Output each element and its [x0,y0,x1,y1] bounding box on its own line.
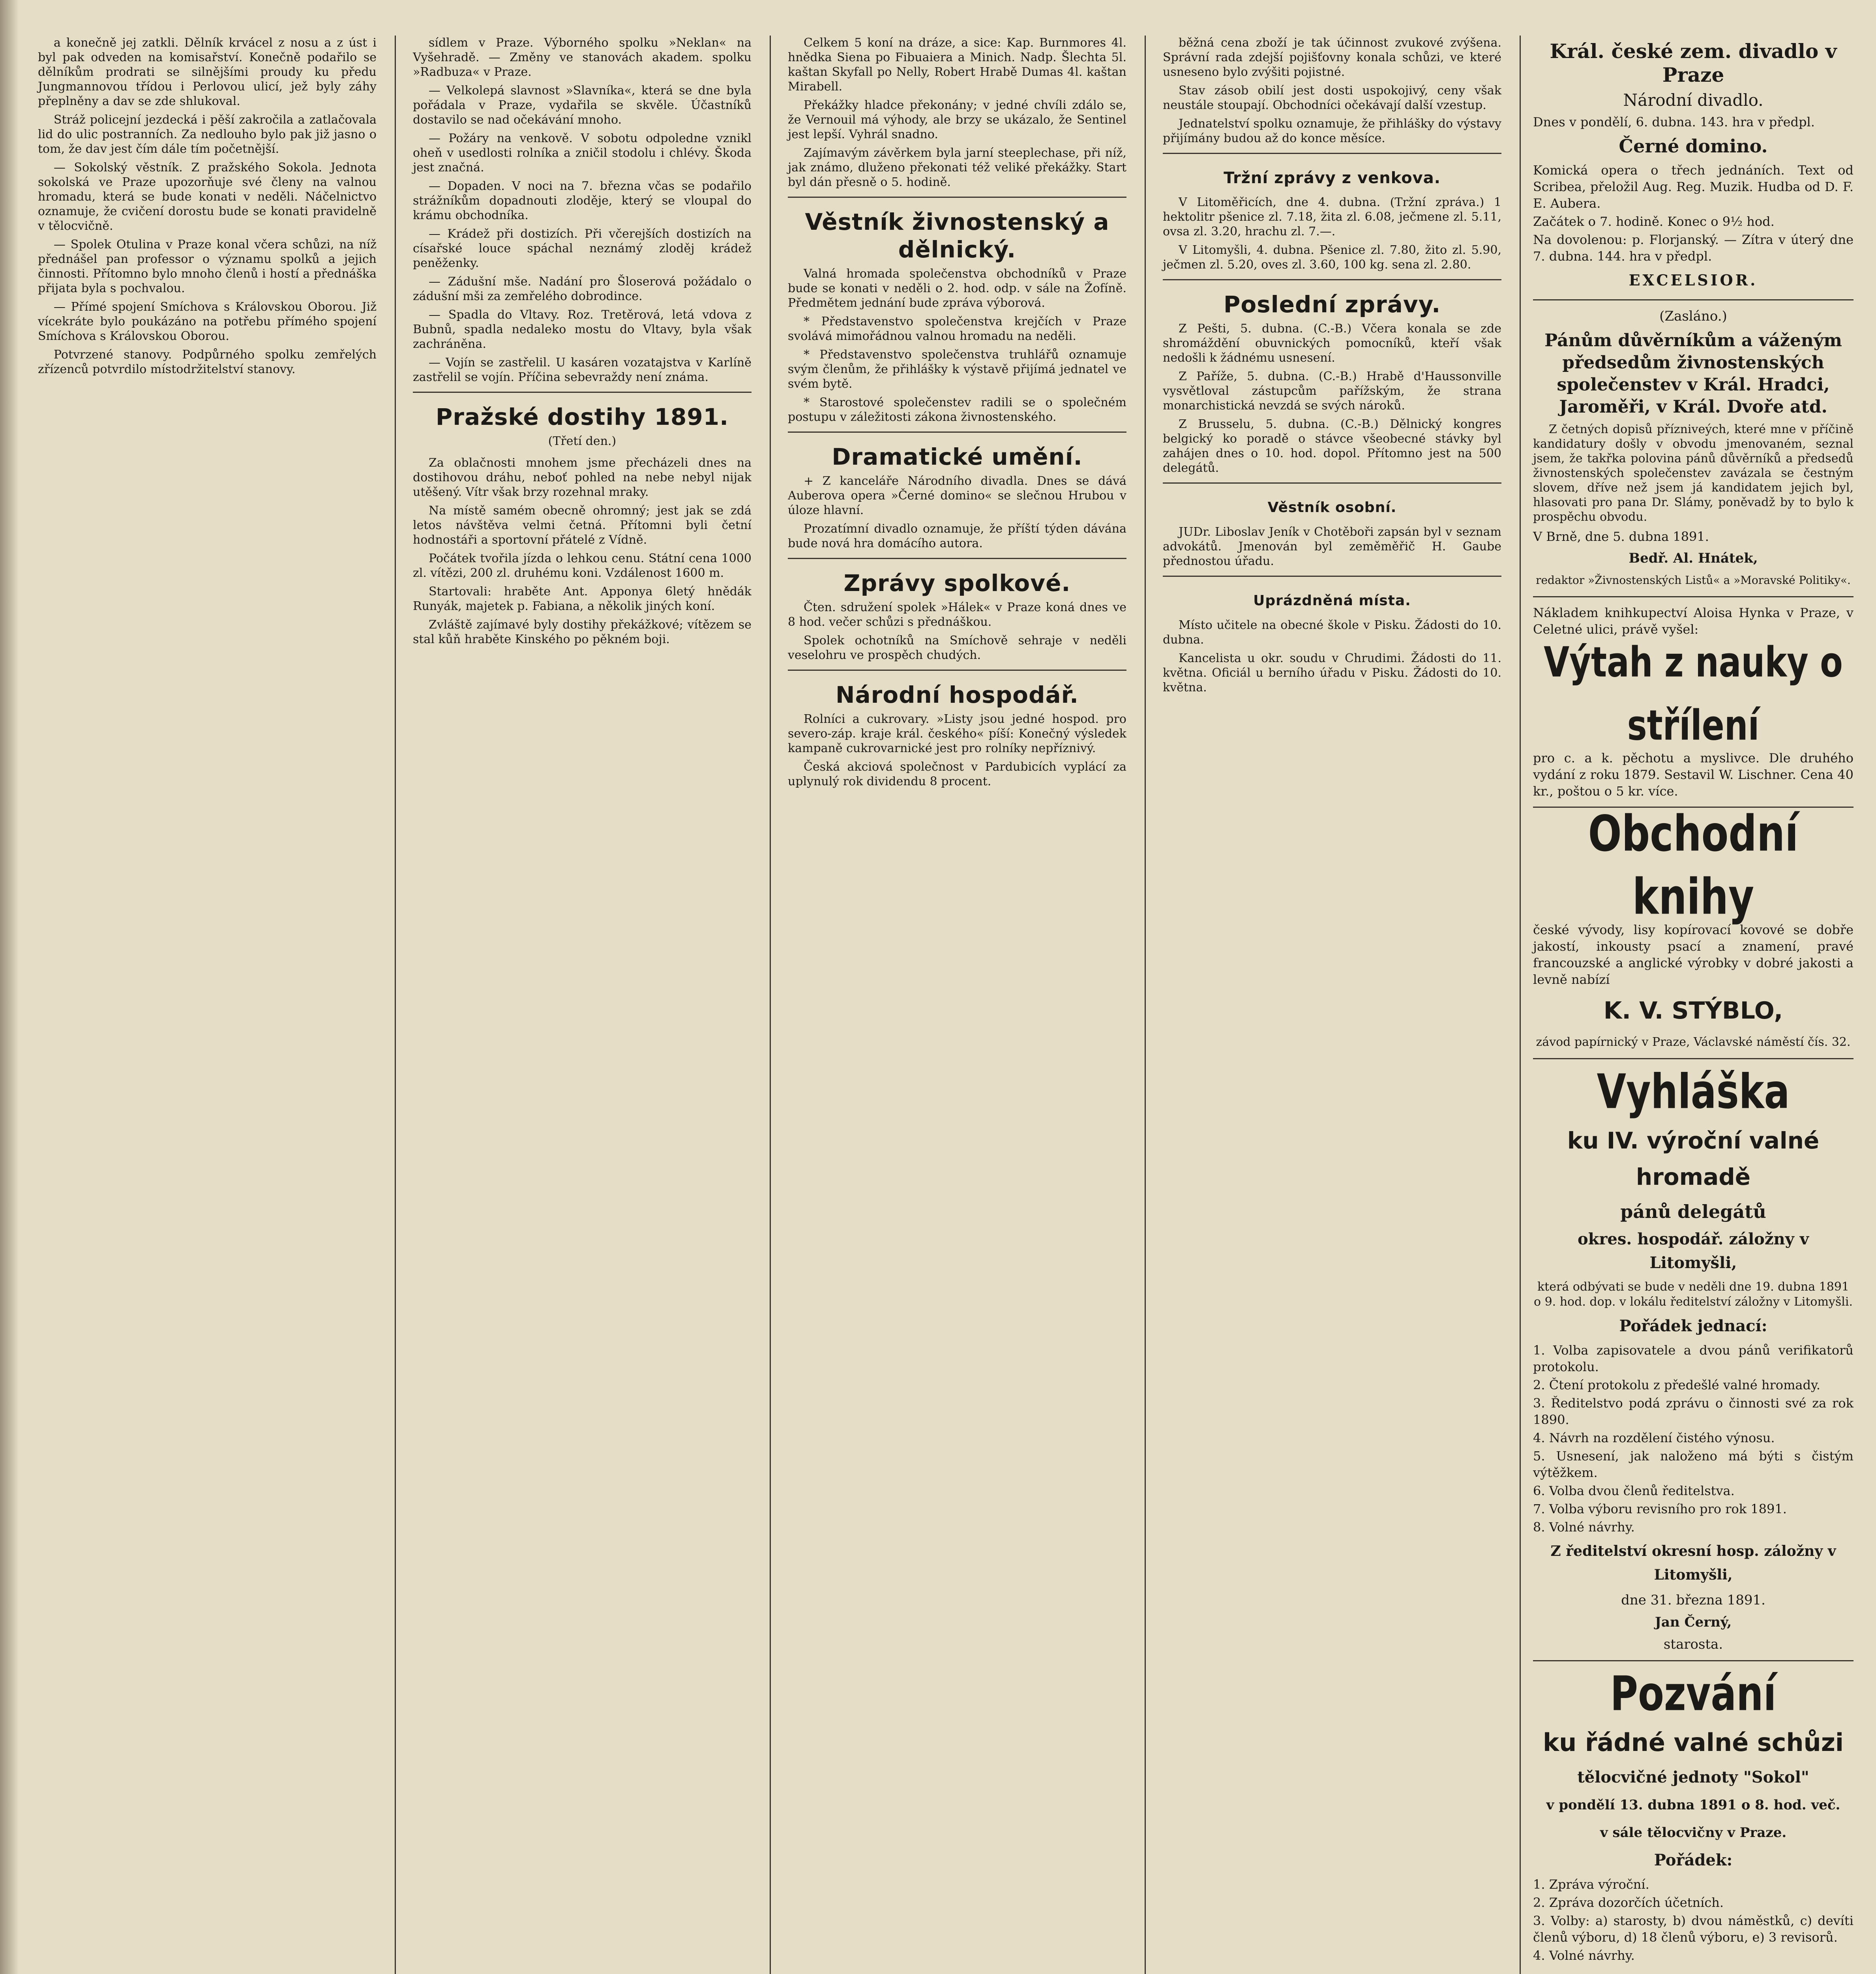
shop-description: české vývody, lisy kopírovací kovové se dobře jakostí, inkousty psací a znamení, pravé francouzské a anglické výrobky v dobré jakosti a levně nabízí [1533,922,1854,987]
agenda-item: 2. Čtení protokolu z předešlé valné hromady. [1533,1377,1820,1392]
shop-title: Obchodní knihy [1588,805,1799,926]
article-paragraph: Celkem 5 koní na dráze, a sice: Kap. Burnmores 4l. hnědka Siena po Fibuaiera a Minich. Nadp. Šlechta 5l. kaštan Skyfall po Nelly, Robert Hrabě Dumas 4l. kaštan Mirabell. [788,36,1126,94]
article-paragraph: — Spadla do Vltavy. Roz. Tretěrová, letá vdova z Bubnů, spadla nedaleko mostu do Vltavy, byla však zachráněna. [413,308,752,351]
agenda-item: 6. Volba dvou členů ředitelstva. [1533,1483,1735,1498]
agenda-item: 7. Volba výboru revisního pro rok 1891. [1533,1501,1787,1516]
shop-address: závod papírnický v Praze, Václavské náměstí čís. 32. [1536,1035,1851,1049]
theatre-date: Dnes v pondělí, 6. dubna. 143. hra v předpl. [1533,114,1815,129]
invitation-item: 2. Zpráva dozorčích účetních. [1533,1895,1724,1910]
announcement-date: dne 31. března 1891. [1621,1592,1765,1608]
article-paragraph: — Krádež při dostizích. Při včerejších dostizích na císařské louce spáchal neznámý zloděj krádež peněženky. [413,227,752,270]
article-paragraph: Z Paříže, 5. dubna. (C.-B.) Hrabě d'Haussonville vysvětloval zástupcům pařížským, že strana monarchistická nevzdá se svých nároků. [1163,370,1501,413]
announcement-sub: pánů delegátů [1620,1201,1766,1222]
article-paragraph: + Z kanceláře Národního divadla. Dnes se dává Auberova opera »Černé domino« se slečnou Hrubou v úloze hlavní. [788,474,1126,517]
page-edge-shadow [0,0,19,1974]
article-paragraph: — Vojín se zastřelil. U kasáren vozatajstva v Karlíně zastřelil se vojín. Příčina sebevraždy není známa. [413,356,752,384]
article-paragraph: Zvláště zajímavé byly dostihy překážkové; vítězem se stal kůň hraběte Kinského po pěkném boji. [413,618,752,646]
article-paragraph: — Zádušní mše. Nadání pro Šloserová požádalo o zádušní mši za zemřelého dobrodince. [413,275,752,303]
agenda-item: 3. Ředitelstvo podá zprávu o činnosti své za rok 1890. [1533,1396,1854,1427]
section-heading-market: Tržní zprávy z venkova. [1224,169,1441,187]
section-rule [1163,482,1501,484]
announcement-from: Z ředitelství okresní hosp. záložny v Litomyšli, [1550,1543,1836,1583]
column-2 [399,36,766,1974]
column-divider [1145,36,1146,1974]
announcement-signer: Jan Černý, [1655,1614,1732,1630]
notice-signature-date: V Brně, dne 5. dubna 1891. [1533,529,1709,544]
article-paragraph: * Představenstvo společenstva truhlářů oznamuje svým členům, že přihlášky k výstavě přijímá jednatel ve svém bytě. [788,348,1126,391]
column-1 [24,36,391,1974]
article-paragraph: — Spolek Otulina v Praze konal včera schůzi, na níž přednášel pan professor o významu spolků a jejich činnosti. Přítomno bylo mnoho členů i hostí a přednáška přijata byla s pochvalou. [38,238,377,295]
article-paragraph: * Představenstvo společenstva krejčích v Praze svolává mimořádnou valnou hromadu na neděli. [788,315,1126,343]
article-paragraph: Za oblačnosti mnohem jsme přecházeli dnes na dostihovou dráhu, neboť pohled na nebe nebyl nijak utěšený. Vítr však brzy rozehnal mraky. [413,456,752,499]
column-5-ads [1524,36,1863,1974]
publisher-notice: Nákladem knihkupectví Aloisa Hynka v Praze, v Celetné ulici, právě vyšel: [1533,605,1854,637]
article-paragraph: Čten. sdružení spolek »Hálek« v Praze koná dnes ve 8 hod. večer schůzi s přednáškou. [788,600,1126,629]
section-rule [1163,279,1501,280]
column-divider [770,36,771,1974]
invitation-item: 3. Volby: a) starosty, b) dvou náměstků, c) devíti členů výboru, d) 18 členů výboru, e) 3 revisorů. [1533,1913,1854,1945]
article-paragraph: Kancelista u okr. soudu v Chrudimi. Žádosti do 11. května. Oficiál u berního úřadu v Pisku. Žádosti do 10. května. [1163,651,1501,694]
section-rule [1163,576,1501,577]
invitation-heading: ku řádné valné schůzi [1542,1728,1844,1757]
section-subheading: (Třetí den.) [548,434,617,448]
article-paragraph: Startovali: hraběte Ant. Apponya 6letý hnědák Runyák, majetek p. Fabiana, a několik jiných koní. [413,585,752,613]
column-divider [395,36,396,1974]
article-paragraph: Počátek tvořila jízda o lehkou cenu. Státní cena 1000 zl. vítězi, 200 zl. druhému koni. Vzdálenost 1600 m. [413,552,752,580]
invitation-where: v sále tělocvičny v Praze. [1600,1825,1787,1841]
agenda-item: 4. Návrh na rozdělení čistého výnosu. [1533,1430,1775,1445]
agenda-title: Pořádek jednací: [1619,1317,1767,1335]
article-paragraph: Stav zásob obilí jest dosti uspokojivý, ceny však neustále stoupají. Obchodníci očekávají další vzestup. [1163,84,1501,112]
invitation-when: v pondělí 13. dubna 1891 o 8. hod. več. [1546,1797,1840,1813]
ad-rule [1533,1058,1854,1059]
ad-rule [1533,596,1854,597]
article-paragraph: Česká akciová společnost v Pardubicích vyplácí za uplynulý rok dividendu 8 procent. [788,760,1126,788]
announcement-heading: ku IV. výroční valné hromadě [1567,1127,1820,1190]
play-start: Začátek o 7. hodině. Konec o 9½ hod. [1533,214,1775,229]
section-rule [788,197,1126,198]
article-paragraph: běžná cena zboží je tak účinnost zvukové zvýšena. Správní rada zdejší pojišťovny konala schůzi, ve které usneseno bylo zvýšiti pojistné. [1163,36,1501,79]
agenda-item: 1. Volba zapisovatele a dvou pánů verifikatorů protokolu. [1533,1343,1854,1374]
article-paragraph: Spolek ochotníků na Smíchově sehraje v neděli veselohru ve prospěch chudých. [788,634,1126,662]
article-paragraph: Z Brusselu, 5. dubna. (C.-B.) Dělnický kongres belgický ko poradě o stávce všeobecné stávky byl zahájen dnes o 10. hod. dopol. Přítomno jest na 500 delegátů. [1163,417,1501,475]
column-4 [1149,36,1516,1974]
column-3 [774,36,1141,1974]
invitation-title: Pozvání [1610,1666,1777,1721]
notice-body: Z četných dopisů přízniveých, které mne v příčině kandidatury došly v obvodu jmenovaném, seznal jsem, že takřka polovina pánů důvěrníků a předsedů živnostenských společenstev zavázala se čestným slovem, dříve než jsem já kandidatem jejich byl, hlasovati pro pana Dr. Slámy, poněvadž by to bylo k prospěchu obvodu. [1533,422,1854,524]
article-paragraph: — Přímé spojení Smíchova s Královskou Oborou. Již vícekráte bylo poukázáno na potřebu přímého spojení Smíchova s Královskou Oborou. [38,300,377,343]
agenda-item: 5. Usnesení, jak naloženo má býti s čistým výtěžkem. [1533,1449,1854,1480]
article-paragraph: Potvrzené stanovy. Podpůrného spolku zemřelých zřízenců potvrdilo místodržitelství stanovy. [38,348,377,376]
article-paragraph: * Starostové společenstev radili se o společném postupu v záležitosti zákona živnostenského. [788,396,1126,424]
section-heading-vacancies: Uprázdněná místa. [1253,593,1411,609]
section-heading-drama: Dramatické umění. [832,443,1083,470]
article-paragraph: — Sokolský věstník. Z pražského Sokola. Jednota sokolská ve Praze upozorňuje své členy na valnou hromadu, která se bude konati v neděli. Náčelnictvo oznamuje, že cvičení dorostu bude se konati pravidelně v tělocvičně. [38,161,377,233]
invitation-item: 4. Volné návrhy. [1533,1948,1635,1963]
article-paragraph: V Litoměřicích, dne 4. dubna. (Tržní zpráva.) 1 hektolitr pšenice zl. 7.18, žita zl. 6.08, ječmene zl. 5.11, ovsa zl. 3.20, hrachu zl. 7.—. [1163,195,1501,238]
announcement-org: okres. hospodář. záložny v Litomyšli, [1577,1230,1809,1272]
article-paragraph: Překážky hladce překonány; v jedné chvíli zdálo se, že Vernouil má výhody, ale brzy se ukázalo, že Sentinel jest lepší. Vyhrál snadno. [788,98,1126,141]
section-heading-horse-races: Pražské dostihy 1891. [435,403,729,430]
play-description: Komická opera o třech jednáních. Text od Scribea, přeložil Aug. Reg. Muzik. Hudba od D. F. E. Aubera. [1533,163,1854,211]
article-paragraph: Jednatelství spolku oznamuje, že přihlášky do výstavy přijímány budou až do konce měsíce. [1163,117,1501,145]
section-rule [788,670,1126,671]
theatre-title: Král. české zem. divadlo v Praze [1550,39,1837,86]
section-rule [1163,153,1501,154]
section-heading-economy: Národní hospodář. [835,681,1079,708]
article-paragraph: Místo učitele na obecné škole v Pisku. Žádosti do 10. dubna. [1163,618,1501,647]
article-paragraph: JUDr. Liboslav Jeník v Chotěboři zapsán byl v seznam advokátů. Jmenován byl zeměměřič H. Gaube přednostou úřadu. [1163,525,1501,568]
notice-signature-name: Bedř. Al. Hnátek, [1629,550,1758,566]
article-paragraph: V Litomyšli, 4. dubna. Pšenice zl. 7.80, žito zl. 5.90, ječmen zl. 5.20, oves zl. 3.60, 100 kg. sena zl. 2.80. [1163,243,1501,272]
ad-rule [1533,299,1854,300]
zaslano-label: (Zasláno.) [1659,308,1727,324]
article-paragraph: sídlem v Praze. Výborného spolku »Neklan« na Vyšehradě. — Změny ve stanovách akadem. spolku »Radbuza« v Praze. [413,36,752,79]
section-heading-personal: Věstník osobní. [1267,499,1397,516]
theatre-subtitle: Národní divadlo. [1623,90,1764,110]
article-paragraph: Prozatímní divadlo oznamuje, že příští týden dávána bude nová hra domácího autora. [788,522,1126,550]
article-paragraph: — Velkolepá slavnost »Slavníka«, která se dne byla pořádala v Praze, vydařila se skvěle. Účastníků dostavilo se nad očekávání mnoho. [413,84,752,127]
announcement-title: Vyhláška [1597,1064,1790,1119]
shop-name: K. V. STÝBLO, [1603,997,1783,1025]
section-heading-latest-news: Poslední zprávy. [1223,291,1441,318]
book-description: pro c. a k. pěchotu a myslivce. Dle druhého vydání z roku 1879. Sestavil W. Lischner. Cena 40 kr., poštou o 5 kr. více. [1533,751,1854,799]
article-paragraph: Zajímavým závěrkem byla jarní steeplechase, při níž, jak známo, dluženo překonati též veliké překážky. Start byl dán přesně o 5. hodině. [788,146,1126,189]
section-rule [788,558,1126,559]
ad-rule [1533,1660,1854,1661]
notice-heading: Pánům důvěrníkům a váženým předsedům živnostenských společenstev v Král. Hradci, Jaroměři, v Král. Dvoře atd. [1544,330,1842,417]
tomorrow-notice: Na dovolenou: p. Florjanský. — Zítra v úterý dne 7. dubna. 144. hra v předpl. [1533,232,1854,264]
play-title: Černé domino. [1619,135,1768,157]
invitation-agenda-title: Pořádek: [1654,1851,1733,1869]
article-paragraph: Rolníci a cukrovary. »Listy jsou jedné hospod. pro severo-záp. kraje král. českého« píší: Konečný výsledek kampaně cukrovarnické jest pro rolníky nepříznivý. [788,712,1126,755]
section-rule [788,432,1126,433]
article-paragraph: Stráž policejní jezdecká i pěší zakročila a zatlačovala lid do ulic postranních. Za nedlouho bylo pak již jasno o tom, že dav jest čím dále tím početnější. [38,113,377,156]
invitation-item: 1. Zpráva výroční. [1533,1877,1649,1892]
announcement-signer-role: starosta. [1663,1636,1723,1652]
section-heading-trade: Věstník živnostenský a dělnický. [805,208,1109,263]
article-paragraph: — Požáry na venkově. V sobotu odpoledne vznikl oheň v usedlosti rolníka a zničil stodolu i chlévy. Škoda jest značná. [413,131,752,175]
article-paragraph: a konečně jej zatkli. Dělník krvácel z nosu a z úst i byl pak odveden na komisařství. Konečně podařilo se dělníkům prodrati se silnějšími proudy ku předu Jungmannovou třídou i Perlovou ulicí, jež byly záhy přeplněny a dav se zde shlukoval. [38,36,377,108]
excelsior-title: EXCELSIOR. [1629,271,1758,289]
section-rule [413,392,752,393]
announcement-when: která odbývati se bude v neděli dne 19. dubna 1891 o 9. hod. dop. v lokálu ředitelství záložny v Litomyšli. [1533,1280,1853,1309]
article-paragraph: Z Pešti, 5. dubna. (C.-B.) Včera konala se zde shromáždění obuvnických pomocníků, kteří však nedošli k žádnému usnesení. [1163,322,1501,365]
notice-signature-role: redaktor »Živnostenských Listů« a »Moravské Politiky«. [1536,574,1851,587]
book-title: Výtah z nauky o střílení [1544,638,1843,750]
agenda-item: 8. Volné návrhy. [1533,1520,1635,1535]
invitation-org: tělocvičné jednoty "Sokol" [1577,1768,1809,1786]
section-heading-societies: Zprávy spolkové. [843,570,1071,597]
article-paragraph: Valná hromada společenstva obchodníků v Praze bude se konati v neděli o 2. hod. odp. v sále na Žofíně. Předmětem jednání bude zpráva výborová. [788,267,1126,310]
article-paragraph: — Dopaden. V noci na 7. března včas se podařilo strážníkům dopadnouti zloděje, který se vloupal do krámu obchodníka. [413,179,752,222]
article-paragraph: Na místě samém obecně ohromný; jest jak se zdá letos návštěva velmi četná. Přítomni byli četní hodnostáři a sportovní přátelé z Vídně. [413,504,752,547]
column-divider [1520,36,1521,1974]
